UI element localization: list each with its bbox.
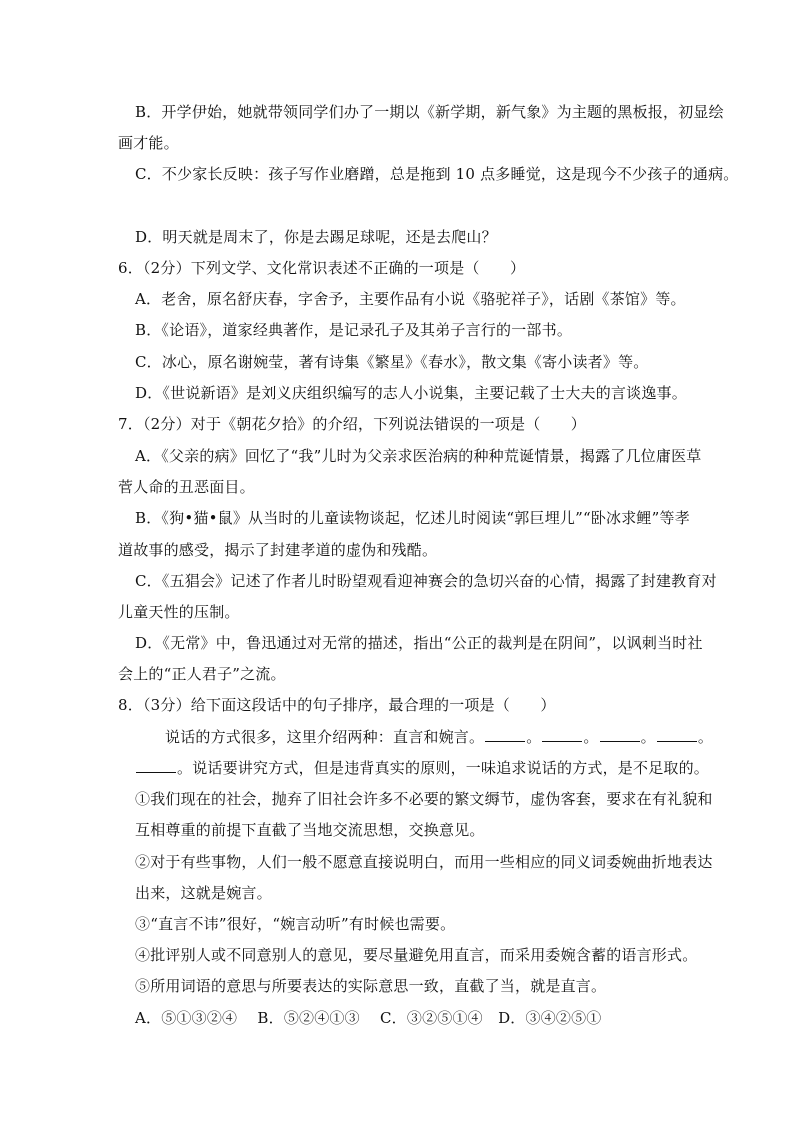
q8-sentence-1-line2: 互相尊重的前提下直截了当地交流思想，交换意见。 — [135, 821, 485, 839]
answer-blank-2 — [542, 727, 582, 742]
q8-paragraph-line2 — [135, 758, 709, 778]
q7-option-d-line2: 会上的“正人君子”之流。 — [118, 665, 286, 683]
q7-option-c-line1: C．《五猖会》记述了作者儿时盼望观看迎神赛会的急切兴奋的心情，揭露了封建教育对 — [135, 572, 717, 590]
q8-sentence-2-line1: ②对于有些事物，人们一般不愿意直接说明白，而用一些相应的同义词委婉曲折地表达 — [135, 853, 713, 871]
blank-sep-1: 。 — [526, 728, 542, 746]
q5-option-b-line2: 画才能。 — [118, 134, 179, 152]
q8-stem: 8．（3分）给下面这段话中的句子排序，最合理的一项是（ ） — [118, 696, 556, 714]
q7-stem: 7．（2分）对于《朝花夕拾》的介绍，下列说法错误的一项是（ ） — [118, 415, 586, 433]
q6-option-d: D．《世说新语》是刘义庆组织编写的志人小说集，主要记载了士大夫的言谈逸事。 — [135, 384, 687, 402]
q5-option-d: D．明天就是周末了，你是去踢足球呢，还是去爬山？ — [135, 228, 497, 246]
q8-paragraph-line1 — [165, 727, 713, 747]
answer-blank-1 — [485, 727, 525, 742]
q8-options: A．⑤①③②④ B．⑤②④①③ C．③②⑤①④ D．③④②⑤① — [135, 1009, 602, 1027]
q7-option-d-line1: D．《无常》中，鲁迅通过对无常的描述，指出“公正的裁判是在阴间”，以讽刺当时社 — [135, 634, 703, 652]
answer-blank-4 — [657, 727, 697, 742]
q7-option-c-line2: 儿童天性的压制。 — [118, 603, 240, 621]
q7-option-b-line2: 道故事的感受，揭示了封建孝道的虚伪和残酷。 — [118, 541, 438, 559]
q7-option-a-line1: A．《父亲的病》回忆了“我”儿时为父亲求医治病的种种荒诞情景，揭露了几位庸医草 — [135, 447, 702, 465]
q6-option-a: A．老舍，原名舒庆春，字舍予，主要作品有小说《骆驼祥子》，话剧《茶馆》等。 — [135, 290, 686, 308]
answer-blank-3 — [600, 727, 640, 742]
q7-option-a-line2: 菅人命的丑恶面目。 — [118, 478, 255, 496]
answer-blank-5 — [136, 758, 176, 773]
q6-option-c: C．冰心，原名谢婉莹，著有诗集《繁星》《春水》，散文集《寄小读者》等。 — [135, 353, 649, 371]
q8-sentence-2-line2: 出来，这就是婉言。 — [135, 884, 272, 902]
q8-sentence-5: ⑤所用词语的意思与所要表达的实际意思一致，直截了当，就是直言。 — [135, 977, 607, 995]
q8-paragraph-end: 。说话要讲究方式，但是违背真实的原则，一味追求说话的方式，是不足取的。 — [177, 759, 710, 777]
q6-stem: 6．（2分）下列文学、文化常识表述不正确的一项是（ ） — [118, 259, 526, 277]
q6-option-b: B．《论语》，道家经典著作，是记录孔子及其弟子言行的一部书。 — [135, 321, 573, 339]
q8-paragraph-start: 说话的方式很多，这里介绍两种：直言和婉言。 — [165, 728, 485, 746]
blank-sep-4: 。 — [697, 728, 714, 746]
q5-option-c: C．不少家长反映：孩子写作业磨蹭，总是拖到 10 点多睡觉，这是现今不少孩子的通病。 — [135, 165, 739, 183]
q8-sentence-3: ③“直言不讳”很好，“婉言动听”有时候也需要。 — [135, 915, 456, 933]
q5-option-b-line1: B．开学伊始，她就带领同学们办了一期以《新学期，新气象》为主题的黑板报，初显绘 — [135, 103, 724, 121]
q8-sentence-1-line1: ①我们现在的社会，抛弃了旧社会许多不必要的繁文缛节，虚伪客套，要求在有礼貌和 — [135, 790, 713, 808]
q8-sentence-4: ④批评别人或不同意别人的意见，要尽量避免用直言，而采用委婉含蓄的语言形式。 — [135, 946, 698, 964]
q7-option-b-line1: B．《狗•猫•鼠》从当时的儿童读物谈起，忆述儿时阅读“郭巨埋儿”“卧冰求鲤”等孝 — [135, 509, 690, 527]
blank-sep-2: 。 — [583, 728, 599, 746]
blank-sep-3: 。 — [640, 728, 656, 746]
